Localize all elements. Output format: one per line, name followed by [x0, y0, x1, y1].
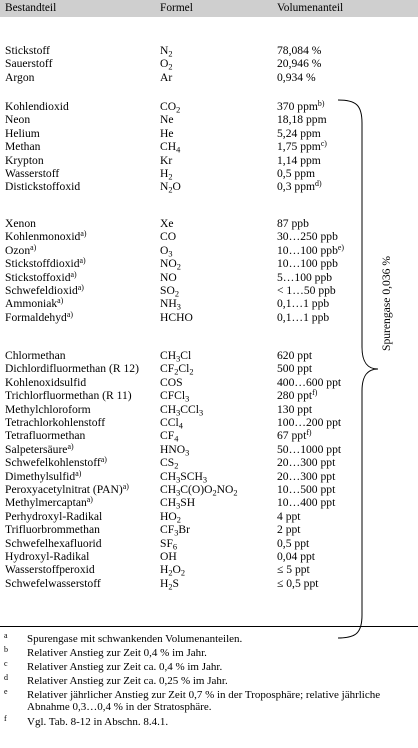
component-name	[5, 154, 44, 167]
volume-share: 1,75 ppm$^{c)}$	[277, 139, 327, 154]
component-name-text: Methan	[5, 140, 41, 154]
component-name-text: Dichlordifluormethan (R 12)	[5, 362, 139, 376]
header-component: Bestandteil	[5, 2, 57, 14]
formula-subscript: 3	[168, 249, 173, 259]
footnote-ref: a)	[122, 482, 129, 492]
component-name-text: Chlormethan	[5, 349, 66, 362]
chemical-formula: NO	[160, 270, 177, 284]
chemical-formula: He	[160, 126, 174, 140]
component-name	[5, 284, 84, 297]
trace-gas-brace	[330, 99, 382, 639]
chemical-formula: CO	[160, 230, 177, 244]
formula-subscript: 6	[172, 541, 178, 551]
formula-subscript: 3	[176, 474, 181, 484]
footnote-ref: a)	[75, 468, 82, 478]
formula-subscript: 2	[174, 461, 179, 471]
component-name-text: Trichlorfluormethan (R 11)	[5, 389, 132, 403]
chemical-formula: $SO_2$	[160, 284, 179, 299]
footnote-ref: f)	[306, 428, 312, 438]
component-name-text: Schwefelkohlenstoff	[5, 456, 101, 470]
footnote-ref: a)	[66, 310, 73, 320]
volume-share: 130 ppt	[277, 402, 313, 416]
formula-subscript: 2	[212, 488, 217, 498]
component-name	[5, 416, 105, 429]
volume-share: 370 ppm$^{b)}$	[277, 99, 325, 113]
volume-share: 100…200 ppt	[277, 416, 342, 429]
component-name	[5, 483, 129, 496]
component-name	[5, 470, 81, 483]
component-name	[5, 167, 59, 180]
volume-share: 0,3 ppm$^{d)}$	[277, 179, 322, 194]
formula-subscript: 2	[168, 568, 173, 578]
volume-share: 280 ppt$^{f)}$	[277, 388, 318, 403]
footnote-mark: c	[4, 659, 8, 668]
component-name	[5, 311, 73, 324]
chemical-formula: $O_2$	[160, 57, 173, 72]
chemical-formula: $H_2O_2$	[160, 563, 186, 578]
chemical-formula: $CH_3C(O)O_2NO_2$	[160, 483, 238, 498]
component-name	[5, 140, 40, 153]
volume-share: 10…100 ppb$^{e)}$	[277, 243, 344, 257]
formula-subscript: 2	[233, 488, 238, 498]
component-name	[5, 180, 80, 193]
component-name	[5, 563, 95, 576]
footnote-ref: b)	[317, 99, 325, 109]
volume-share: 0,1…1 ppb	[277, 297, 330, 311]
volume-share: < 1…50 ppb	[277, 284, 336, 297]
volume-share: 500 ppt	[277, 362, 313, 376]
formula-subscript: 3	[176, 488, 181, 498]
volume-share: 30…250 ppb	[277, 230, 338, 244]
chemical-formula: $CH_3SCH_3$	[160, 469, 208, 484]
component-name-text: Tetrachlorkohlenstoff	[5, 416, 106, 429]
component-name	[5, 389, 132, 402]
chemical-formula: Kr	[160, 153, 173, 167]
component-name	[5, 113, 30, 126]
formula-subscript: 3	[176, 407, 181, 417]
formula-subscript: 4	[176, 145, 181, 155]
component-name-text: Peroxyacetylnitrat (PAN)	[5, 483, 123, 496]
component-name	[5, 550, 89, 563]
volume-share: 620 ppt	[277, 349, 313, 362]
component-name-text: Xenon	[5, 217, 36, 230]
volume-share: 20,946 %	[277, 57, 322, 71]
footnote-mark: f	[4, 714, 7, 723]
chemical-formula: $CH_4$	[160, 140, 181, 155]
component-name-text: Wasserstoffperoxid	[5, 563, 95, 577]
volume-share: 4 ppt	[277, 509, 301, 523]
component-name-text: Formaldehyd	[5, 310, 67, 324]
formula-subscript: 3	[176, 354, 181, 364]
volume-share: 87 ppb	[277, 217, 309, 230]
footnote-mark: e	[4, 687, 8, 696]
volume-share: 0,5 ppm	[277, 167, 316, 180]
formula-subscript: 3	[176, 501, 181, 511]
formula-subscript: 3	[198, 407, 204, 417]
chemical-formula: $O_3$	[160, 243, 173, 259]
volume-share: 0,04 ppt	[277, 550, 316, 563]
footnote-ref: a)	[100, 455, 107, 465]
footnote-ref: e)	[337, 243, 344, 253]
volume-share: 400…600 ppt	[277, 375, 342, 389]
volume-share: 67 ppt$^{f)}$	[277, 428, 312, 443]
chemical-formula: $H_2$	[160, 167, 173, 182]
component-name-text: Stickstoffdioxid	[5, 257, 80, 271]
footnote-ref: a)	[86, 495, 93, 505]
formula-subscript: 2	[176, 105, 181, 115]
trace-gas-label: Spurengase 0,036 %	[380, 256, 393, 351]
component-name-text: Tetrafluormethan	[5, 429, 86, 443]
chemical-formula: Ne	[160, 113, 174, 127]
volume-share: 18,18 ppm	[277, 113, 327, 127]
header-formula: Formel	[160, 2, 193, 14]
formula-subscript: 2	[174, 367, 179, 377]
component-name-text: Trifluorbrommethan	[5, 523, 100, 537]
footnote-ref: a)	[57, 296, 64, 306]
footnote-mark: a	[4, 631, 8, 640]
formula-subscript: 2	[180, 568, 186, 578]
chemical-formula: $NH_3$	[160, 297, 181, 312]
chemical-formula: $CF_2Cl_2$	[160, 362, 194, 377]
formula-subscript: 3	[174, 528, 179, 538]
formula-subscript: 2	[168, 172, 173, 182]
component-name	[5, 403, 91, 416]
formula-subscript: 2	[168, 185, 173, 195]
component-name	[5, 443, 74, 456]
component-name	[5, 577, 101, 590]
formula-subscript: 3	[202, 474, 208, 484]
chemical-formula: $NO_2$	[160, 257, 181, 272]
chemical-formula: COS	[160, 375, 183, 389]
component-name-text: Stickstoff	[5, 44, 50, 57]
component-name	[5, 71, 34, 84]
formula-subscript: 3	[185, 394, 190, 404]
component-name	[5, 297, 63, 310]
chemical-formula: $H_2S$	[160, 576, 179, 592]
volume-share: 10…400 ppt	[277, 496, 336, 510]
component-name-text: Methylmercaptan	[5, 496, 87, 510]
formula-subscript: 4	[174, 434, 179, 444]
component-name	[5, 537, 102, 550]
footnote-ref: a)	[67, 442, 74, 452]
formula-subscript: 2	[189, 367, 194, 377]
formula-subscript: 2	[174, 289, 179, 299]
formula-subscript: 2	[168, 49, 173, 59]
footnote-divider	[0, 626, 418, 627]
table-row	[0, 71, 418, 84]
footnote-ref: a)	[30, 243, 37, 253]
footnote-ref: f)	[312, 388, 318, 398]
component-name-text: Salpetersäure	[5, 442, 68, 456]
component-name-text: Krypton	[5, 153, 44, 167]
table-header	[0, 0, 418, 17]
chemical-formula: CFCl$_3$	[160, 389, 190, 404]
footnote-text: Spurengase mit schwankenden Volumenanteilen.	[27, 633, 243, 645]
volume-share: 10…100 ppb	[277, 257, 338, 271]
volume-share: 0,1…1 ppb	[277, 310, 330, 324]
chemical-formula: $CH_3SH$	[160, 496, 196, 511]
component-name-text: Kohlenoxidsulfid	[5, 375, 87, 389]
component-name	[5, 523, 100, 536]
component-name-text: Hydroxyl-Radikal	[5, 550, 90, 563]
component-name-text: Schwefelhexafluorid	[5, 536, 102, 550]
component-name	[5, 349, 66, 362]
component-name	[5, 257, 86, 270]
volume-share: 5…100 ppb	[277, 270, 333, 284]
component-name-text: Neon	[5, 113, 31, 127]
component-name	[5, 44, 50, 57]
footnote-mark: b	[4, 645, 8, 654]
component-name	[5, 456, 107, 469]
volume-share: ≤ 0,5 ppt	[277, 576, 319, 590]
component-name-text: Kohlendioxid	[5, 100, 69, 113]
component-name-text: Kohlenmonoxid	[5, 230, 81, 244]
component-name-text: Argon	[5, 70, 35, 84]
formula-subscript: 2	[168, 582, 173, 592]
volume-share: 20…300 ppt	[277, 456, 336, 470]
component-name	[5, 230, 86, 243]
chemical-formula: Xe	[160, 217, 174, 230]
formula-subscript: 2	[176, 262, 181, 272]
volume-share: 78,084 %	[277, 44, 322, 57]
component-name-text: Dimethylsulfid	[5, 469, 76, 483]
footnote-ref: a)	[70, 269, 77, 279]
formula-subscript: 4	[178, 421, 183, 431]
chemical-formula: $CH_3Cl$	[160, 349, 192, 364]
volume-share: 2 ppt	[277, 523, 301, 537]
component-name-text: Ozon	[5, 243, 31, 257]
component-name	[5, 127, 40, 140]
footnote-ref: a)	[79, 256, 86, 266]
component-name-text: Schwefelwasserstoff	[5, 576, 101, 590]
component-name-text: Methylchloroform	[5, 402, 91, 416]
chemical-formula: $N_2$	[160, 44, 173, 59]
footnote-mark: d	[4, 673, 8, 682]
header-volume-share: Volumenanteil	[277, 2, 344, 14]
volume-share: 0,934 %	[277, 70, 316, 84]
footnote-ref: a)	[77, 283, 84, 293]
chemical-formula: $SF_6$	[160, 536, 178, 551]
component-name	[5, 496, 93, 509]
chemical-formula: Ar	[160, 70, 173, 84]
volume-share: 20…300 ppt	[277, 469, 336, 483]
component-name-text: Ammoniak	[5, 297, 58, 311]
table-row	[0, 57, 418, 70]
formula-subscript: 3	[176, 302, 181, 312]
chemical-formula: CCl$_4$	[160, 416, 183, 431]
volume-share: 1,14 ppm	[277, 153, 321, 167]
component-name	[5, 57, 52, 70]
component-name	[5, 271, 77, 284]
volume-share: 10…500 ppt	[277, 483, 336, 496]
chemical-formula: $CO_2$	[160, 100, 181, 115]
component-name	[5, 217, 36, 230]
chemical-formula: OH	[160, 550, 177, 563]
component-name-text: Distickstoffoxid	[5, 180, 81, 194]
chemical-formula: $CF_3Br$	[160, 523, 190, 538]
component-name-text: Stickstoffoxid	[5, 270, 71, 284]
component-name-text: Perhydroxyl-Radikal	[5, 509, 103, 523]
chemical-formula: $CS_2$	[160, 456, 179, 471]
table-row	[0, 44, 418, 57]
volume-share: 50…1000 ppt	[277, 442, 342, 456]
component-name	[5, 376, 86, 389]
component-name	[5, 429, 85, 442]
footnote-text: Vgl. Tab. 8-12 in Abschn. 8.4.1.	[27, 716, 169, 728]
footnote-ref: a)	[80, 229, 87, 239]
formula-subscript: 2	[176, 515, 181, 525]
chemical-formula: $CH_3CCl_3$	[160, 402, 204, 417]
chemical-formula: $HNO_3$	[160, 442, 190, 458]
footnote-text: Relativer Anstieg zur Zeit ca. 0,4 % im Jahr.	[27, 661, 223, 673]
formula-subscript: 2	[168, 62, 173, 72]
component-name	[5, 510, 102, 523]
component-name	[5, 362, 139, 375]
component-name-text: Wasserstoff	[5, 167, 60, 180]
footnote-ref: c)	[320, 139, 327, 149]
volume-share: 0,5 ppt	[277, 536, 310, 550]
footnote-text: Relativer Anstieg zur Zeit 0,4 % im Jahr.	[27, 647, 207, 659]
component-name	[5, 244, 36, 257]
chemical-formula: $CF_4$	[160, 429, 179, 444]
formula-subscript: 3	[185, 448, 190, 458]
component-name-text: Helium	[5, 126, 40, 140]
footnote-text: Relativer Anstieg zur Zeit ca. 0,25 % im Jahr.	[27, 675, 228, 687]
chemical-formula: $N_2O$	[160, 180, 181, 195]
component-name	[5, 100, 69, 113]
chemical-formula: $HO_2$	[160, 509, 181, 525]
component-name-text: Schwefeldioxid	[5, 284, 78, 297]
footnote-ref: d)	[315, 179, 322, 189]
volume-share: ≤ 5 ppt	[277, 563, 310, 577]
volume-share: 5,24 ppm	[277, 126, 321, 140]
component-name-text: Sauerstoff	[5, 57, 53, 71]
chemical-formula: HCHO	[160, 310, 193, 324]
footnote-text: Relativer jährlicher Anstieg zur Zeit 0,7 % in der Troposphäre; relative jährliche Abnahme 0,3…0,4 % in der Stratosphäre.	[27, 689, 381, 713]
